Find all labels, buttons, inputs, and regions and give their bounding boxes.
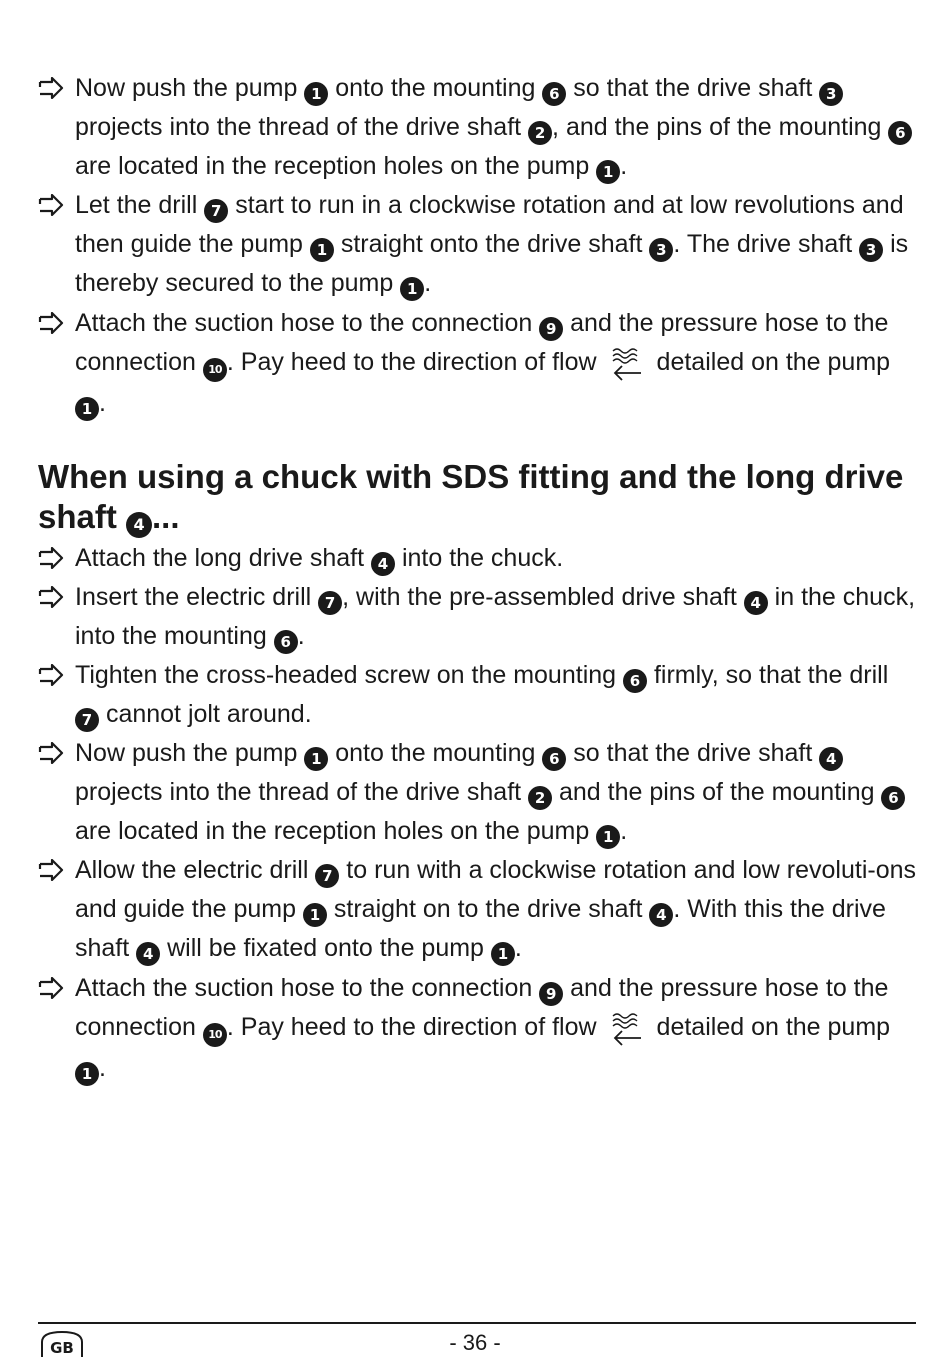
- instruction-step: [38, 578, 918, 656]
- arrow-icon: [38, 656, 68, 695]
- ref-number: 6: [888, 121, 912, 145]
- ref-number: 3: [859, 238, 883, 262]
- instruction-step: [38, 851, 918, 968]
- ref-number: 7: [204, 199, 228, 223]
- ref-number: 7: [318, 591, 342, 615]
- ref-number: 1: [310, 238, 334, 262]
- ref-number: 4: [371, 552, 395, 576]
- ref-number: 1: [304, 82, 328, 106]
- flow-direction-icon: [603, 345, 651, 384]
- ref-number: 6: [623, 669, 647, 693]
- ref-number: 3: [649, 238, 673, 262]
- arrow-icon: [38, 186, 68, 225]
- instruction-step: [38, 539, 918, 578]
- ref-number: 9: [539, 317, 563, 341]
- arrow-icon: [38, 969, 68, 1008]
- ref-number: 4: [819, 747, 843, 771]
- step-text: Let the drill 7 start to run in a clockwise rotation and at low revolutions and then guide the pump 1 straight onto the drive shaft 3 . The drive shaft 3 is thereby secured to the pump 1 .: [75, 186, 918, 303]
- instruction-step: [38, 69, 918, 186]
- ref-number: 9: [539, 982, 563, 1006]
- step-text: Attach the suction hose to the connection 9 and the pressure hose to the connection 10 . Pay heed to the direction of flow detailed on the pump 1 .: [75, 304, 918, 423]
- ref-number: 6: [542, 747, 566, 771]
- ref-number: 10: [203, 358, 227, 382]
- instruction-step: [38, 734, 918, 851]
- step-text: Now push the pump 1 onto the mounting 6 so that the drive shaft 3 projects into the thread of the drive shaft 2 , and the pins of the mounting 6 are located in the reception holes on the pump 1 .: [75, 69, 918, 186]
- step-text: Allow the electric drill 7 to run with a clockwise rotation and low revoluti-ons and guide the pump 1 straight on to the drive shaft 4 . With this the drive shaft 4 will be fixated onto the pump 1 .: [75, 851, 918, 968]
- ref-number: 1: [491, 942, 515, 966]
- instruction-step: [38, 969, 918, 1088]
- page-number: - 36 -: [449, 1330, 501, 1355]
- step-text: Insert the electric drill 7 , with the pre-assembled drive shaft 4 in the chuck, into the mounting 6 .: [75, 578, 918, 656]
- ref-number: 2: [528, 786, 552, 810]
- section-heading: When using a chuck with SDS fitting and the long drive shaft 4 ...: [38, 457, 928, 538]
- ref-number: 7: [75, 708, 99, 732]
- country-code: GB: [50, 1339, 74, 1357]
- ref-number: 1: [400, 277, 424, 301]
- ref-number: 4: [136, 942, 160, 966]
- step-text: Attach the suction hose to the connection 9 and the pressure hose to the connection 10 . Pay heed to the direction of flow detailed on the pump 1 .: [75, 969, 918, 1088]
- ref-number: 6: [881, 786, 905, 810]
- arrow-icon: [38, 578, 68, 617]
- arrow-icon: [38, 304, 68, 343]
- ref-number: 6: [274, 630, 298, 654]
- arrow-icon: [38, 734, 68, 773]
- ref-number: 7: [315, 864, 339, 888]
- instruction-step: [38, 304, 918, 423]
- instruction-step: [38, 656, 918, 734]
- flow-direction-icon: [603, 1010, 651, 1049]
- ref-number: 4: [744, 591, 768, 615]
- ref-number: 1: [303, 903, 327, 927]
- step-text: Attach the long drive shaft 4 into the chuck.: [75, 539, 918, 578]
- ref-number: 1: [596, 160, 620, 184]
- step-text: Tighten the cross-headed screw on the mounting 6 firmly, so that the drill 7 cannot jolt around.: [75, 656, 918, 734]
- ref-number: 6: [542, 82, 566, 106]
- ref-number: 10: [203, 1023, 227, 1047]
- ref-number: 4: [126, 512, 152, 538]
- arrow-icon: [38, 851, 68, 890]
- footer-divider: [38, 1322, 916, 1324]
- ref-number: 1: [75, 1062, 99, 1086]
- arrow-icon: [38, 69, 68, 108]
- ref-number: 1: [75, 397, 99, 421]
- ref-number: 3: [819, 82, 843, 106]
- step-text: Now push the pump 1 onto the mounting 6 so that the drive shaft 4 projects into the thread of the drive shaft 2 and the pins of the mounting 6 are located in the reception holes on the pump 1 .: [75, 734, 918, 851]
- ref-number: 2: [528, 121, 552, 145]
- arrow-icon: [38, 539, 68, 578]
- ref-number: 4: [649, 903, 673, 927]
- ref-number: 1: [304, 747, 328, 771]
- ref-number: 1: [596, 825, 620, 849]
- instruction-step: [38, 186, 918, 303]
